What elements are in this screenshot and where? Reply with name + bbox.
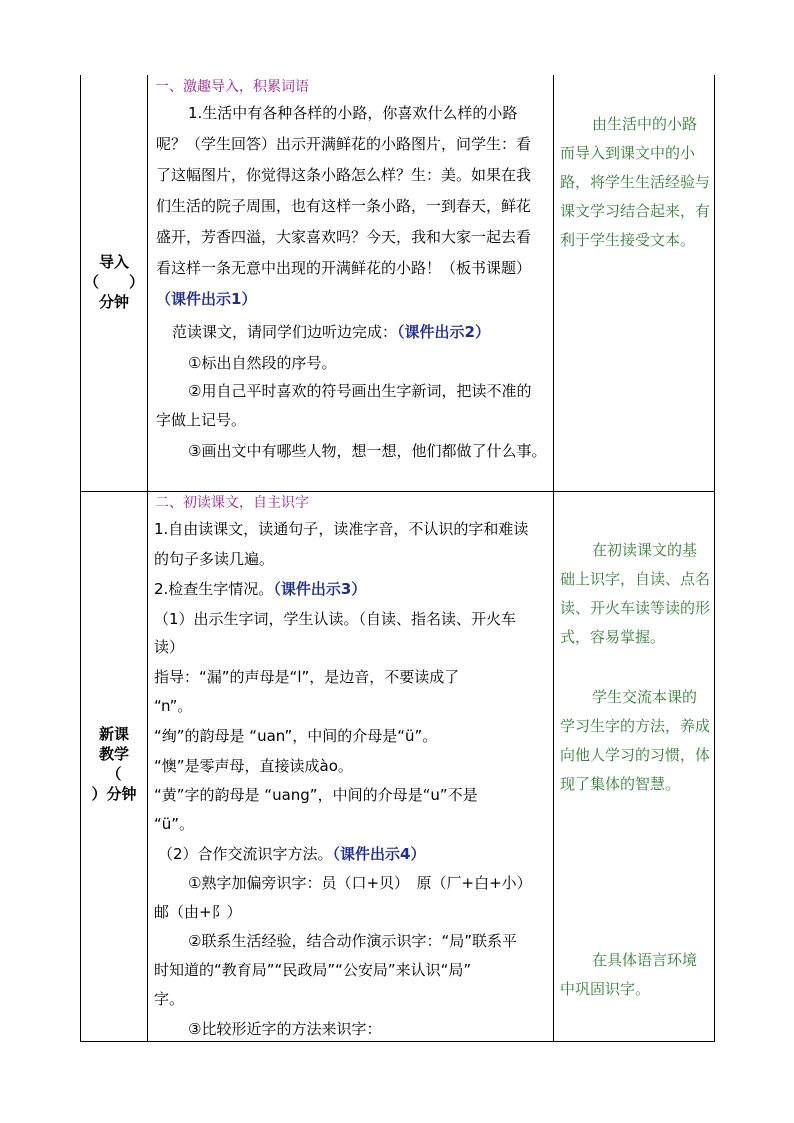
table-divider-stage [147, 75, 148, 1042]
courseware-cue: （课件出示1） [156, 290, 257, 308]
table-divider-notes [553, 75, 554, 1042]
guide-line: 指导：“漏”的声母是“l”，是边音，不要读成了 [154, 668, 460, 686]
item-line: （1）出示生字词，学生认读。（自读、指名读、开火车 [154, 610, 517, 628]
method-line: 时知道的“教育局”“民政局”“公安局”来认识“局” [154, 961, 472, 979]
courseware-cue: （课件出示3） [273, 580, 367, 598]
item-line [158, 843, 426, 865]
table-border-right [714, 75, 715, 1042]
method-line: ②联系生活经验，结合动作演示识字：“局”联系平 [188, 932, 517, 950]
note-line: 学习生字的方法，养成 [560, 717, 711, 735]
task-item: ②用自己平时喜欢的符号画出生字新词，把读不准的 [188, 382, 532, 400]
note-line: 础上识字，自读、点名 [560, 570, 711, 588]
guide-line: “黄”字的韵母是 “uang”，中间的介母是“u”不是 [154, 786, 478, 804]
item-line: 读） [154, 638, 185, 656]
item-line [154, 578, 366, 600]
intro-line: 盛开，芳香四溢，大家喜欢吗？今天，我和大家一起去看 [156, 228, 532, 246]
item-line: 1.自由读课文，读通句子，读准字音，不认识的字和难读 [154, 520, 529, 538]
note-line: 由生活中的小路 [592, 115, 698, 133]
note-line: 式，容易掌握。 [560, 628, 666, 646]
item-line: 的句子多读几遍。 [154, 550, 275, 568]
note-line: 现了集体的智慧。 [560, 775, 681, 793]
stage-label-line: ）分钟 [91, 785, 137, 803]
stage-label-line: （ ） [83, 273, 144, 291]
stage-label-line: 新课 [98, 725, 129, 743]
method-line: ③比较形近字的方法来识字： [188, 1020, 382, 1038]
note-line: 中巩固识字。 [560, 980, 651, 998]
read-instruction-text: 范读课文，请同学们边听边完成： [172, 323, 398, 341]
note-line: 课文学习结合起来，有 [560, 202, 711, 220]
task-item: ①标出自然段的序号。 [188, 354, 337, 372]
item-text: （2）合作交流识字方法。 [158, 845, 333, 863]
design-note-intro [560, 110, 710, 255]
note-line: 学生交流本课的 [592, 688, 698, 706]
guide-line: “懊”是零声母，直接读成ào。 [154, 757, 353, 775]
guide-line: “ü”。 [154, 815, 195, 833]
guide-line: “绚”的韵母是 “uan”，中间的介母是“ü”。 [154, 727, 438, 745]
note-line: 向他人学习的习惯，体 [560, 746, 711, 764]
stage-label-line: （ [106, 765, 122, 783]
note-line: 路，将学生生活经验与 [560, 173, 711, 191]
method-line: ①熟字加偏旁识字：员（口+贝） 原（厂+白+小） [188, 874, 532, 892]
stage-label-new-lesson [81, 724, 147, 804]
method-line: 邮（由+阝） [154, 903, 242, 921]
method-line: 字。 [154, 990, 185, 1008]
stage-label-line: 分钟 [98, 293, 129, 311]
note-line: 在初读课文的基 [592, 541, 698, 559]
courseware-cue: （课件出示2） [397, 323, 490, 341]
stage-label-intro [81, 252, 147, 312]
section-heading-reading: 二、初读课文，自主识字 [155, 495, 309, 511]
read-instruction [172, 321, 490, 343]
guide-line: “n”。 [154, 697, 193, 715]
note-line: 利于学生接受文本。 [560, 231, 696, 249]
design-note-exchange [560, 683, 710, 799]
courseware-cue: （课件出示4） [332, 845, 426, 863]
table-border-left [80, 75, 81, 1042]
intro-line: 了这幅图片，你觉得这条小路怎么样？生：美。如果在我 [156, 166, 532, 184]
intro-line: 1.生活中有各种各样的小路，你喜欢什么样的小路 [188, 104, 518, 122]
stage-label-line: 教学 [98, 745, 129, 763]
item-text: 2.检查生字情况。 [154, 580, 274, 598]
note-line: 而导入到课文中的小 [560, 144, 696, 162]
table-border-bottom [80, 1041, 715, 1042]
stage-label-line: 导入 [98, 253, 129, 271]
task-item: 字做上记号。 [156, 411, 247, 429]
intro-line: 看这样一条无意中出现的开满鲜花的小路！（板书课题） [156, 259, 532, 277]
intro-line: 呢？（学生回答）出示开满鲜花的小路图片，问学生：看 [156, 135, 532, 153]
intro-line: 们生活的院子周围，也有这样一条小路，一到春天，鲜花 [156, 197, 532, 215]
task-item: ③画出文中有哪些人物，想一想，他们都做了什么事。 [188, 442, 547, 460]
note-line: 在具体语言环境 [592, 951, 698, 969]
design-note-reading [560, 536, 710, 652]
section-heading-intro: 一、激趣导入，积累词语 [155, 79, 309, 95]
design-note-context [560, 946, 697, 1004]
note-line: 读、开火车读等读的形 [560, 599, 711, 617]
